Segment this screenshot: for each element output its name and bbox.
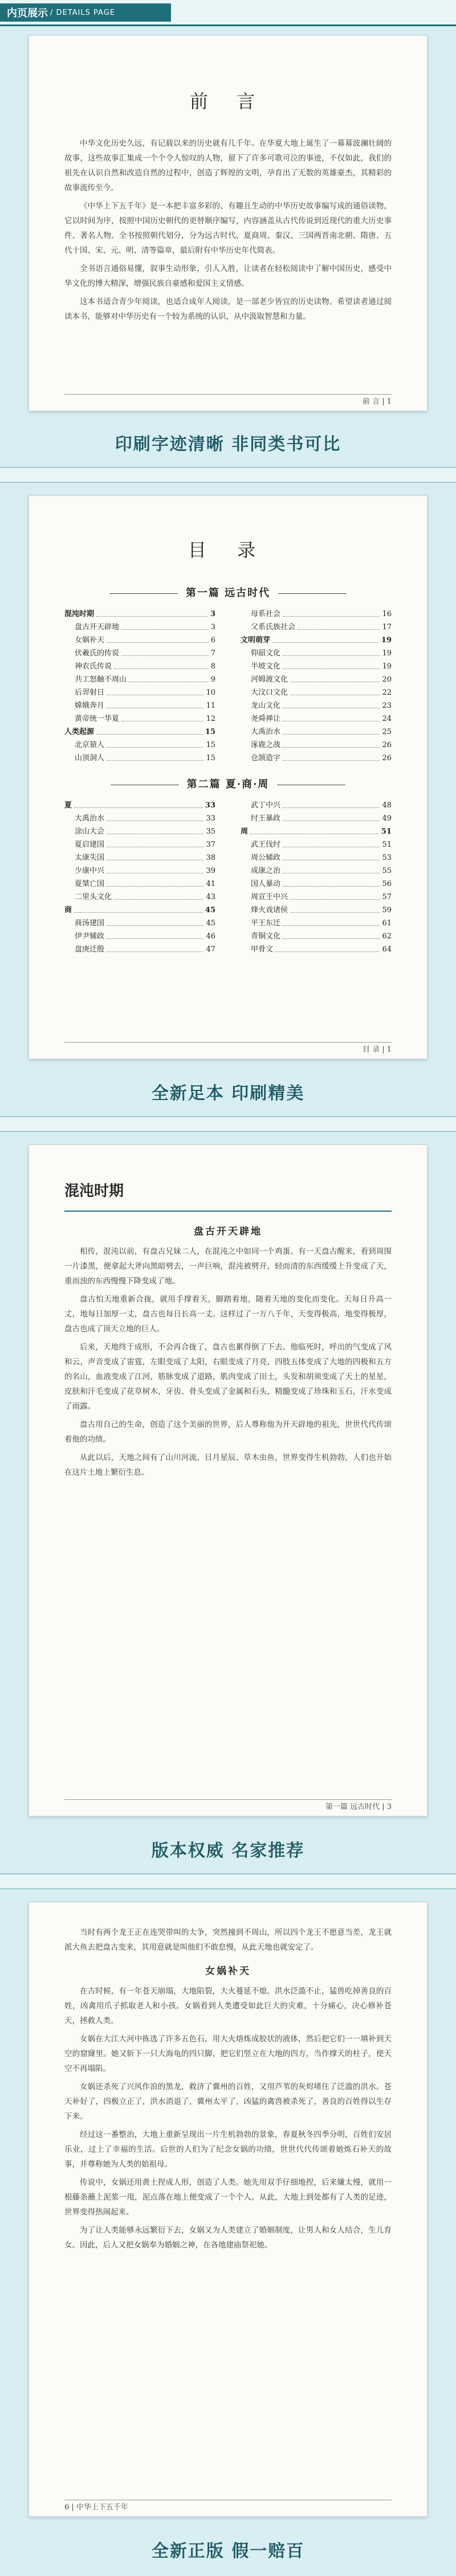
toc-leader-dots: [283, 877, 380, 887]
toc-entry-title: 纣王暴政: [251, 814, 281, 823]
toc-entry-page: 33: [206, 814, 215, 823]
header-bar: [0, 0, 456, 26]
toc-entry-title: 半坡文化: [251, 662, 281, 671]
toc-entry[interactable]: [64, 825, 215, 838]
toc-entry[interactable]: [241, 904, 392, 917]
toc-entry-page: 17: [382, 623, 392, 631]
toc-entry-page: 47: [206, 945, 215, 954]
toc-entry[interactable]: [64, 673, 215, 686]
toc-entry[interactable]: [241, 943, 392, 956]
toc-entry-page: 10: [206, 688, 215, 697]
toc-entry-title: 盘庚迁殷: [75, 945, 105, 954]
toc-entry-page: 55: [382, 867, 392, 875]
page-footer-rule: [64, 1799, 392, 1800]
toc-entry-title: 嫦娥奔月: [75, 702, 105, 710]
toc-entry[interactable]: [241, 725, 392, 739]
toc-entry-title: 二里头文化: [75, 893, 112, 901]
toc-entry-page: 59: [382, 906, 392, 914]
toc-entry[interactable]: [64, 712, 215, 725]
toc-entry-title: 仰韶文化: [251, 649, 281, 658]
toc-entry-page: 24: [382, 715, 392, 723]
toc-entry[interactable]: [64, 838, 215, 851]
toc-leader-dots: [275, 943, 380, 952]
toc-entry-page: 3: [210, 623, 215, 631]
toc-leader-dots: [272, 634, 379, 643]
toc-leader-dots: [283, 739, 380, 748]
toc-leader-dots: [107, 634, 209, 643]
toc-leader-dots: [283, 917, 380, 926]
toc-entry-page: 16: [382, 610, 392, 618]
preface-page: [28, 35, 427, 411]
toc-leader-dots: [107, 812, 203, 821]
chapter-heading-rule: [64, 1211, 392, 1212]
toc-entry-title: 盘古开天辟地: [75, 623, 120, 631]
chapter-heading: 混沌时期: [64, 1183, 124, 1200]
toc-leader-dots: [283, 608, 380, 617]
page-number: 第一篇 远古时代 | 3: [325, 1803, 392, 1811]
caption-3: 版本权威 名家推荐: [151, 1841, 305, 1861]
toc-entry-page: 6: [210, 636, 215, 645]
toc-leader-dots: [107, 838, 203, 847]
toc-leader-dots: [114, 891, 203, 900]
toc-entry-page: 33: [205, 801, 215, 810]
toc-entry-title: 涂山大会: [75, 827, 105, 836]
toc-entry[interactable]: [241, 799, 392, 812]
toc-leader-dots: [283, 799, 380, 808]
toc-entry[interactable]: [241, 634, 392, 647]
toc-leader-dots: [107, 930, 203, 939]
toc-entry-page: 19: [382, 649, 392, 658]
toc-entry-page: 19: [382, 662, 392, 671]
toc-entry[interactable]: [241, 686, 392, 699]
preface-paragraph: 全书语言通俗易懂，叙事生动形象，引人入胜，让读者在轻松阅读中了解中国历史，感受中华文化的博大精深，增强民族自豪感和爱国主义情感。: [64, 264, 392, 288]
toc-leader-dots: [283, 864, 380, 873]
toc-entry-page: 23: [382, 702, 392, 710]
heading-rule: [278, 593, 347, 594]
toc-entry-title: 成康之治: [251, 867, 281, 875]
toc-entry[interactable]: [241, 621, 392, 634]
toc-entry[interactable]: [64, 752, 215, 765]
toc-leader-dots: [290, 891, 380, 900]
toc-entry-page: 56: [382, 880, 392, 888]
toc-entry[interactable]: [64, 621, 215, 634]
toc-entry-page: 20: [382, 675, 392, 684]
toc-leader-dots: [290, 904, 380, 913]
toc-entry-title: 伏羲氏的传说: [75, 649, 120, 658]
toc-entry-title: 混沌时期: [64, 610, 95, 618]
toc-entry[interactable]: [241, 864, 392, 877]
toc-leader-dots: [298, 621, 380, 630]
toc-entry-title: 烽火戏诸侯: [251, 906, 288, 914]
toc-entry-title: 少康中兴: [75, 867, 105, 875]
toc-entry-title: 大禹治水: [75, 814, 105, 823]
toc-leader-dots: [283, 752, 380, 761]
toc-entry-title: 周公辅政: [251, 854, 281, 862]
toc-entry[interactable]: [64, 725, 215, 739]
toc-entry-page: 3: [210, 610, 215, 618]
toc-entry-title: 大汶口文化: [251, 688, 288, 697]
toc-entry-title: 人类起源: [64, 728, 95, 736]
toc-entry-title: 仓颉造字: [251, 754, 281, 762]
toc-columns: [64, 608, 392, 765]
toc-entry[interactable]: [241, 647, 392, 660]
toc-leader-dots: [107, 686, 203, 695]
heading-rule: [109, 593, 178, 594]
toc-entry-title: 山顶洞人: [75, 754, 105, 762]
chapter-page-2: [28, 1902, 427, 2517]
toc-entry-title: 商汤建国: [75, 919, 105, 928]
toc-leader-dots: [283, 712, 380, 721]
toc-page: [28, 495, 427, 1059]
toc-entry-title: 神农氏传说: [75, 662, 112, 671]
toc-entry-title: 商: [64, 906, 72, 914]
toc-entry-title: 涿鹿之战: [251, 741, 281, 749]
toc-leader-dots: [107, 864, 203, 873]
toc-entry-title: 共工怒触不周山: [75, 675, 127, 684]
toc-entry[interactable]: [241, 739, 392, 752]
toc-entry-page: 41: [206, 880, 215, 888]
toc-entry[interactable]: [241, 877, 392, 891]
toc-entry-title: 后羿射日: [75, 688, 105, 697]
toc-entry[interactable]: [241, 673, 392, 686]
toc-entry[interactable]: [241, 838, 392, 851]
toc-entry[interactable]: [241, 660, 392, 673]
page-number: 前 言 | 1: [362, 397, 392, 406]
page-number: 6 | 中华上下五千年: [64, 2503, 128, 2512]
toc-leader-dots: [107, 917, 203, 926]
toc-entry[interactable]: [241, 917, 392, 930]
toc-leader-dots: [107, 877, 203, 887]
toc-body: [29, 585, 427, 956]
chapter-paragraph: 经过这一番整治，大地上重新呈现出一片生机勃勃的景象，春夏秋冬四季分明，百姓们安居乐业，过上了幸福的生活。后世的人们为了纪念女娲的功绩，世世代代传颂着她炼石补天的故事，并尊称她为人类的始祖母。: [64, 2130, 392, 2169]
toc-leader-dots: [107, 825, 203, 834]
toc-leader-dots: [74, 904, 203, 913]
toc-entry-title: 文明萌芽: [241, 636, 271, 645]
page-footer-rule: [64, 1042, 392, 1043]
toc-columns: [64, 799, 392, 956]
toc-leader-dots: [283, 930, 380, 939]
toc-leader-dots: [121, 647, 209, 656]
section-divider: [0, 1116, 456, 1132]
toc-entry[interactable]: [241, 891, 392, 904]
chapter-paragraph: 从此以后，天地之间有了山川河流、日月星辰、草木虫鱼，世界变得生机勃勃，人们也开始在这片土地上繁衍生息。: [64, 1453, 392, 1477]
toc-entry[interactable]: [64, 686, 215, 699]
toc-entry-title: 平王东迁: [251, 919, 281, 928]
toc-entry-page: 15: [205, 728, 215, 736]
toc-entry-title: 父系氏族社会: [251, 623, 296, 631]
toc-entry-page: 45: [205, 906, 215, 914]
toc-entry-page: 15: [206, 754, 215, 762]
toc-entry-title: 龙山文化: [251, 702, 281, 710]
toc-leader-dots: [107, 752, 203, 761]
toc-entry[interactable]: [241, 851, 392, 864]
toc-entry-page: 61: [382, 919, 392, 928]
toc-column-left: [64, 799, 215, 956]
toc-leader-dots: [283, 725, 380, 735]
caption-2: 全新足本 印刷精美: [151, 1084, 305, 1104]
toc-leader-dots: [250, 825, 379, 834]
toc-entry[interactable]: [64, 647, 215, 660]
section-title: 盘古开天辟地: [194, 1226, 262, 1237]
toc-entry[interactable]: [241, 752, 392, 765]
chapter-paragraph: 盘古用自己的生命，创造了这个美丽的世界，后人尊称他为开天辟地的祖先，世世代代传颂着他的功绩。: [64, 1420, 392, 1444]
toc-leader-dots: [283, 812, 380, 821]
toc-entry-page: 8: [210, 662, 215, 671]
toc-leader-dots: [283, 647, 380, 656]
toc-entry-page: 48: [382, 801, 392, 810]
preface-paragraph: 中华文化历史久远，有记载以来的历史就有几千年。在华夏大地上诞生了一幕幕波澜壮阔的故事，这些故事汇集成一个个令人惊叹的人物，留下了许多可歌可泣的事迹，不仅如此，我们的祖先在认识自然和改造自然的过程中，创造了辉煌的文明，孕育出了无数的英雄豪杰，其精彩的故事流传至今。: [64, 139, 392, 192]
toc-entry-page: 25: [382, 728, 392, 736]
chapter-paragraph: 在古时候，有一年苍天崩塌，大地陷裂，大火蔓延不熄，洪水泛滥不止，猛兽吃掉善良的百姓，凶禽用爪子抓取老人和小孩。女娲看到人类遭受如此巨大的灾难，十分痛心，决心修补苍天，拯救人类。: [64, 1987, 392, 2025]
chapter-paragraph: 女娲在大江大河中拣选了许多五色石，用大火熔炼成胶状的液体，然后把它们一一填补到天空的窟窿里。她又斩下一只大海龟的四只脚，把它们竖立在大地的四方，当作撑天的柱子，使天空不再塌陷。: [64, 2034, 392, 2073]
section-title: 女娲补天: [205, 1966, 251, 1977]
toc-leader-dots: [107, 851, 203, 860]
section-divider: [0, 467, 456, 483]
toc-entry[interactable]: [64, 799, 215, 812]
toc-entry[interactable]: [64, 608, 215, 621]
toc-entry-page: 26: [382, 741, 392, 749]
toc-part-heading: [29, 585, 427, 600]
toc-entry-title: 母系社会: [251, 610, 281, 618]
toc-entry[interactable]: [64, 943, 215, 956]
header-tag: [0, 3, 171, 22]
toc-entry-page: 45: [206, 919, 215, 928]
toc-entry[interactable]: [241, 699, 392, 712]
toc-entry-title: 夏启建国: [75, 840, 105, 849]
toc-entry-page: 57: [382, 893, 392, 901]
toc-leader-dots: [129, 673, 209, 682]
toc-leader-dots: [107, 739, 203, 748]
toc-leader-dots: [283, 699, 380, 708]
chapter-page: [28, 1145, 427, 1816]
toc-part-heading-text: 第二篇 夏·商·周: [186, 778, 270, 790]
toc-entry[interactable]: [64, 851, 215, 864]
chapter-paragraph: 为了让人类能够永远繁衍下去，女娲又为人类建立了婚姻制度，让男人和女人结合，生儿育女。因此，后人又把女娲奉为婚姻之神，在各地建庙祭祀她。: [64, 2226, 392, 2250]
toc-entry-page: 51: [381, 827, 392, 836]
toc-entry[interactable]: [64, 891, 215, 904]
toc-leader-dots: [96, 725, 203, 735]
toc-entry-title: 国人暴动: [251, 880, 281, 888]
toc-column-right: [241, 608, 392, 765]
toc-entry-title: 女娲补天: [75, 636, 105, 645]
toc-title: 目 录: [188, 539, 268, 561]
toc-entry-page: 15: [206, 741, 215, 749]
toc-entry-title: 尧舜禅让: [251, 715, 281, 723]
preface-paragraph: 《中华上下五千年》是一本把丰富多彩的、有趣且生动的中华历史故事编写成的通俗读物，它以时间为序，按照中国历史朝代的更替顺序编写，内容涵盖从古代传说到近现代的重大历史事件、著名人物。全书按照朝代划分，分为远古时代、夏商周、秦汉、三国两晋南北朝、隋唐、五代十国、宋、元、明、清等篇章，最后附有中华历史年代简表。: [64, 202, 392, 255]
toc-entry[interactable]: [241, 712, 392, 725]
preface-paragraph: 这本书适合青少年阅读，也适合成年人阅读，是一部老少皆宜的历史读物。希望读者通过阅读本书，能够对中华历史有一个较为系统的认识，从中汲取智慧和力量。: [64, 297, 392, 321]
section-divider: [0, 1873, 456, 1889]
header-subtitle: / DETAILS PAGE: [50, 8, 115, 17]
toc-entry[interactable]: [64, 699, 215, 712]
toc-entry-page: 43: [206, 893, 215, 901]
toc-entry-title: 夏: [64, 801, 72, 810]
toc-part-heading-text: 第一篇 远古时代: [185, 587, 271, 599]
toc-entry-page: 49: [382, 814, 392, 823]
toc-entry-page: 26: [382, 754, 392, 762]
toc-leader-dots: [290, 673, 380, 682]
toc-entry-title: 武丁中兴: [251, 801, 281, 810]
toc-entry-page: 38: [206, 854, 215, 862]
toc-entry[interactable]: [64, 660, 215, 673]
caption-4: 全新正版 假一赔百: [151, 2541, 305, 2561]
toc-entry-page: 11: [206, 702, 215, 710]
toc-entry-title: 伊尹辅政: [75, 932, 105, 941]
toc-entry[interactable]: [64, 877, 215, 891]
toc-entry-page: 9: [210, 675, 215, 684]
toc-entry-page: 64: [382, 945, 392, 954]
toc-entry-title: 大禹治水: [251, 728, 281, 736]
toc-part-heading: [29, 776, 427, 791]
toc-entry-page: 7: [210, 649, 215, 658]
header-title: 内页展示: [7, 7, 48, 19]
toc-entry-page: 46: [206, 932, 215, 941]
toc-entry[interactable]: [64, 739, 215, 752]
page-number: 目 录 | 1: [362, 1045, 392, 1054]
toc-leader-dots: [290, 686, 380, 695]
page-footer-rule: [64, 394, 392, 395]
toc-entry[interactable]: [64, 904, 215, 917]
chapter-paragraph: 后来，天地终于成形，不会再合拢了，盘古也累得倒了下去。他临死时，呼出的气变成了风和云，声音变成了雷霆，左眼变成了太阳，右眼变成了月亮，四肢五体变成了大地的四极和五方的名山，血液变成了江河，筋脉变成了道路，肌肉变成了田土，头发和胡须变成了天上的星星，皮肤和汗毛变成了花草树木，牙齿、骨头变成了金属和石头，精髓变成了珍珠和玉石，汗水变成了雨露。: [64, 1343, 392, 1411]
toc-entry[interactable]: [64, 930, 215, 943]
toc-entry-title: 青铜文化: [251, 932, 281, 941]
toc-entry-page: 12: [206, 715, 215, 723]
toc-entry[interactable]: [241, 825, 392, 838]
toc-entry-page: 35: [206, 827, 215, 836]
toc-entry[interactable]: [241, 930, 392, 943]
toc-entry-title: 黄帝统一华夏: [75, 715, 120, 723]
preface-title: 前 言: [189, 91, 267, 112]
toc-entry-title: 甲骨文: [251, 945, 274, 954]
toc-entry[interactable]: [241, 812, 392, 825]
toc-column-right: [241, 799, 392, 956]
chapter-paragraph: 女娲还杀死了兴风作浪的黑龙，救济了冀州的百姓，又用芦苇的灰烬堵住了泛滥的洪水。苍天补好了，四极立正了，洪水消退了，冀州太平了，凶猛的禽兽被杀死了，善良的百姓得以生存下来。: [64, 2082, 392, 2121]
toc-entry-page: 22: [382, 688, 392, 697]
toc-entry-title: 周宣王中兴: [251, 893, 288, 901]
toc-column-left: [64, 608, 215, 765]
toc-leader-dots: [114, 660, 209, 669]
toc-entry-page: 19: [381, 636, 392, 645]
toc-entry[interactable]: [64, 634, 215, 647]
toc-entry[interactable]: [64, 917, 215, 930]
toc-leader-dots: [121, 712, 203, 721]
toc-entry-title: 北京猿人: [75, 741, 105, 749]
toc-entry-title: 周: [241, 827, 249, 836]
toc-entry[interactable]: [64, 864, 215, 877]
toc-leader-dots: [107, 943, 203, 952]
toc-leader-dots: [74, 799, 203, 808]
toc-entry[interactable]: [241, 608, 392, 621]
toc-leader-dots: [96, 608, 208, 617]
toc-entry-page: 51: [382, 840, 392, 849]
toc-entry[interactable]: [64, 812, 215, 825]
toc-entry-title: 河姆渡文化: [251, 675, 288, 684]
toc-leader-dots: [283, 851, 380, 860]
toc-entry-title: 夏桀亡国: [75, 880, 105, 888]
toc-leader-dots: [107, 699, 203, 708]
toc-leader-dots: [283, 838, 380, 847]
chapter-intro: 当时有两个龙王正在连哭带叫的大争，突然撞到不周山，所以四个龙王不愿意当差，龙王就派大鱼去把盘古变来，其用意就是叫他们不敢怠慢，从此天地也就安定了。: [64, 1928, 392, 1952]
chapter-paragraph: 相传，混沌以前，有盘古兄妹二人，在混沌之中如同一个鸡蛋。有一天盘古醒来，看到周围一片漆黑，便拿起大斧向黑暗劈去，一声巨响，混沌被劈开，轻而清的东西缓缓上升变成了天，重而浊的东西慢慢下降变成了地。: [64, 1247, 392, 1286]
toc-entry-page: 62: [382, 932, 392, 941]
toc-entry-page: 37: [206, 840, 215, 849]
toc-leader-dots: [121, 621, 209, 630]
caption-1: 印刷字迹清晰 非同类书可比: [115, 434, 341, 454]
chapter-paragraph: 盘古怕天地重新合拢，就用手撑着天，脚踏着地，随着天地的变化而变化。天每日升高一丈，地每日加厚一丈，盘古也每日长高一丈。这样过了一万八千年，天变得极高，地变得极厚，盘古也成了顶天立地的巨人。: [64, 1295, 392, 1334]
chapter-paragraph: 传说中，女娲还用黄土捏成人形，创造了人类。她先用双手仔细地捏，后来嫌太慢，就用一根藤条蘸上泥浆一甩，泥点落在地上便变成了一个个人。从此，大地上到处都有了人类的足迹，世界变得热闹起来。: [64, 2178, 392, 2217]
toc-entry-page: 53: [382, 854, 392, 862]
toc-entry-page: 39: [206, 867, 215, 875]
toc-entry-title: 武王伐纣: [251, 840, 281, 849]
toc-entry-title: 太康失国: [75, 854, 105, 862]
toc-leader-dots: [283, 660, 380, 669]
